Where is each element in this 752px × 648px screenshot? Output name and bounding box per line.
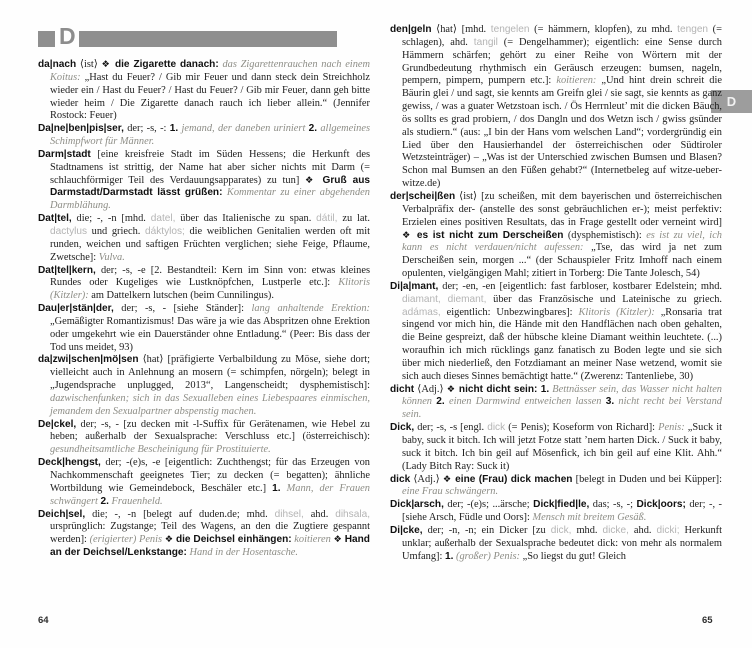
entry-segment-p: der; -(e)s; ...ärsche;	[443, 499, 534, 511]
entry-segment-b: Hand an der Deichsel/Lenkstange:	[50, 534, 370, 559]
entry-segment-p: der; -n, -n; ein Dicker [zu	[422, 524, 551, 536]
entry-segment-g: tengelen	[490, 24, 530, 35]
entry-segment-p: (= hämmern, klopfen), zu mhd.	[529, 24, 678, 35]
entry-segment-p: „Hast du Feuer? / Gib mir Feuer und dann steck dein Streichholz wieder ein / Hast du Feuer? / Hast du Feuer? / Gib mir Feuer, dann geh bitte wieder heim / Die Zigarette danach rauch ich lieber allein.“ (Jennifer Rostock: Feuer)	[50, 71, 370, 122]
entry-segment-h: Deck|hengst,	[38, 457, 101, 469]
entry-segment-i: Frauenheld.	[108, 495, 163, 507]
entry-segment-h: Dat|tel|kern,	[38, 264, 96, 276]
entry-segment-i: gesundheitsamtliche Bescheinigung für Prostituierte.	[50, 444, 271, 456]
entry-segment-p: der; -s, -:	[123, 123, 170, 135]
entry-segment-i: jemand, der daneben uriniert	[178, 123, 309, 135]
entry-segment-g: tengen	[677, 24, 709, 35]
dictionary-entry	[390, 281, 722, 384]
entry-segment-p: ⟨ist⟩ [zu scheißen, mit dem bayerischen und österreichischen Verbalpräfix der- (anstelle des sonst gebräuchlichen er-); meist perfektiv: Erzielen eines positiven Resultats, das in Frage gestellt oder verneint wird]	[402, 190, 722, 228]
section-header-bar	[79, 31, 337, 47]
entry-segment-i: einen Darmwind entweichen lassen	[444, 396, 606, 408]
page-number-left: 64	[38, 615, 49, 626]
entry-segment-p: (dysphemistisch):	[563, 229, 647, 241]
entry-segment-p: „Suck it baby, suck it bitch. Ich will jetzt Fotze statt ’nem harten Dick. / Suck it baby, suck it bitch. Ich bin geil auf Mösenfick, ich bin geil auf eine Klit. Ahh.“ (Lady Bitch Ray: Suck it)	[402, 422, 722, 472]
entry-segment-p: der; -(e)s, -e [eigentlich: Zuchthengst; für das Erzeugen von Nachkommenschaft geeignetes Tier; zu decken (= begatten); ähnliche Wortbildung wie Gemeindebock, Beschäler etc.]	[50, 457, 370, 494]
entry-segment-p: (= Penis); Koseform von Richard]:	[505, 422, 659, 434]
entry-segment-g: diamant, diemant,	[402, 293, 487, 305]
entry-segment-i: nicht recht bei Verstand sein.	[402, 396, 722, 421]
entry-segment-i: dazwischenfunken; sich in das Sexualleben eines Liebespaares einmischen, jemandem den Sexualpartner abspenstig machen.	[50, 392, 370, 417]
entry-segment-i: (großer) Penis:	[453, 550, 520, 562]
entry-segment-i: (erigierter) Penis	[89, 534, 163, 546]
dictionary-entry	[38, 419, 370, 458]
dictionary-entry	[390, 191, 722, 281]
entry-segment-b: 2.	[308, 123, 318, 135]
entry-segment-g: dick,	[550, 524, 572, 536]
dictionary-entry	[38, 59, 370, 123]
entry-segment-i: Kommentar zu einer abgehenden Darmblähung.	[50, 187, 370, 212]
entry-segment-h: Di|cke,	[390, 524, 423, 536]
entry-segment-i: koitieren	[291, 534, 331, 546]
entry-segment-b: nicht dicht sein: 1.	[455, 383, 550, 395]
entry-segment-i: Mann, der Frauen schwängert	[50, 482, 370, 507]
entry-segment-i: Penis:	[658, 422, 685, 434]
entry-segment-g: dick	[487, 422, 506, 434]
entry-segment-b: 1.	[272, 482, 281, 494]
entry-segment-y: ❖	[446, 383, 456, 395]
entry-segment-g: dihsel,	[274, 508, 304, 520]
entry-segment-y: ❖	[333, 534, 342, 546]
entry-segment-g: tangil	[473, 36, 498, 48]
entry-segment-h: da|zwi|schen|mö|sen	[38, 354, 139, 366]
entry-segment-i: koitieren:	[556, 75, 597, 87]
entry-segment-p: ahd.	[303, 508, 336, 520]
entry-segment-p: (= schlagen), ahd.	[402, 24, 723, 48]
entry-segment-i: eine Frau schwängern.	[402, 486, 499, 498]
entry-segment-h: Dick,	[390, 422, 415, 434]
entry-segment-p: der; -s, - [zu decken mit -l-Suffix für Gerätenamen, wie Hebel zu heben; außerhalb der Sexualsprache: Verschluss etc.] (österreichisch):	[50, 418, 370, 443]
section-header-square	[38, 31, 55, 47]
entry-segment-i: Vulva.	[98, 251, 125, 263]
dictionary-entry	[390, 525, 722, 564]
entry-segment-y: ❖	[442, 473, 452, 485]
entry-segment-h: Dat|tel,	[38, 213, 72, 225]
entry-segment-p: ⟨hat⟩ [mhd.	[431, 24, 491, 35]
entry-segment-p: die; -, -n [belegt auf duden.de; mhd.	[85, 508, 275, 520]
dictionary-entry	[390, 384, 722, 423]
entry-segment-i: das Zigarettenrauchen nach einem Koitus:	[50, 59, 371, 83]
entry-segment-h: Darm|stadt	[38, 148, 91, 160]
entry-segment-i: Bettnässer sein, das Wasser nicht halten können	[402, 383, 722, 408]
dictionary-entry	[390, 474, 722, 500]
dictionary-entry	[38, 354, 370, 418]
entry-segment-p: „Tse, das wird ja net zum Derscheißen sein, morgen ...“ (der Schauspieler Fritz Imhoff nach einem opulenten, vielgängigen Mahl; zitiert in Torberg: Die Tante Jolesch, 54)	[402, 242, 722, 280]
entry-segment-h: Deich|sel,	[38, 508, 86, 520]
entry-segment-h: dick	[390, 473, 411, 485]
entry-segment-p: der; -s, -e [2. Bestandteil: Kern im Sinn von: etwas kleines Rundes oder Kugeliges wie Lustknöpfchen, Lustperle etc.]:	[50, 264, 370, 289]
entry-segment-p: Herkunft unklar; außerhalb der Sexualsprache bedeutet dick: von mehr als normalem Umfang]:	[402, 524, 722, 562]
entry-segment-i: Klitoris (Kitzler):	[50, 277, 370, 302]
dictionary-entry	[38, 213, 370, 264]
entry-segment-y: ❖	[164, 534, 174, 546]
entry-segment-i: Klitoris (Kitzler):	[578, 306, 655, 318]
entry-segment-p: und griech.	[87, 225, 145, 237]
entry-segment-p: der; -en, -en [eigentlich: fast farbloser, kostbarer Edelstein; mhd.	[438, 280, 722, 292]
entry-segment-y: ❖	[305, 174, 317, 186]
entry-segment-h: Di|a|mant,	[390, 280, 439, 292]
entry-segment-p: zu lat.	[337, 213, 370, 225]
entry-segment-p: „Ronsaria trat singend vor mich hin, die Hände mit den Handflächen nach oben gehalten, die Beine gespreizt, daß der hübsche kleine Diamant weithin leuchtete. (...) woraufhin ich mich rücklings ganz fanatisch zu Boden legte und sie sich über mich niederließ, den Fotzdiamant an meiner Nase wetzend, womit sie sich auch dieses Sinnes bemächtigt hatte.“ (Zwerenz: Tantenliebe, 30)	[402, 306, 722, 382]
entry-segment-h: der|schei|ßen	[390, 190, 456, 202]
page-left-column	[38, 59, 370, 560]
entry-segment-g: datel,	[150, 213, 176, 225]
entry-segment-g: dicki;	[656, 524, 680, 536]
dictionary-entry	[38, 123, 370, 149]
entry-segment-p: über das Französische und Lateinische zu griech.	[486, 293, 723, 305]
entry-segment-p: die weiblichen Genitalien werden oft mit runden, weichen und saftigen Früchten verglichen; siehe Feige, Pflaume, Zwetsche]:	[50, 225, 370, 263]
entry-segment-p: ⟨ist⟩	[76, 59, 102, 70]
thumb-tab-letter: D	[726, 94, 737, 109]
entry-segment-h: Dick|fied|le,	[533, 499, 590, 511]
entry-segment-b: Gruß aus Darmstadt/Darmstadt lässt grüßen:	[50, 174, 370, 199]
dictionary-entry	[390, 422, 722, 473]
entry-segment-h: Dick|arsch,	[390, 499, 444, 511]
entry-segment-p: das; -s, -;	[589, 499, 637, 511]
section-header-letter: D	[59, 23, 76, 49]
entry-segment-p: „So liegst du gut! Gleich	[519, 550, 626, 562]
entry-segment-p: „Gemäßigter Romantizismus! Das wäre ja wie das Abspritzen ohne Erektion oder umgekehrt wie ein Dauerständer ohne Entladung.“ (Peer: Bis dass der Tod uns meidet, 93)	[50, 315, 370, 353]
entry-segment-p: am Dattelkern lutschen (beim Cunnilingus).	[88, 290, 274, 302]
entry-segment-b: die Zigarette danach:	[111, 59, 219, 70]
entry-segment-p: [eine kreisfreie Stadt im Süden Hessens; die Herkunft des Stadtnamens ist strittig, der Name hat aber sicher nichts mit Darm (= schlauchförmiger Teil des Verdauungsapparates) zu tun]	[50, 148, 370, 186]
entry-segment-g: dactylus	[50, 225, 88, 237]
entry-segment-g: dihsala,	[335, 508, 370, 520]
entry-segment-b: 2.	[436, 396, 445, 408]
entry-segment-p: ahd.	[628, 524, 657, 536]
dictionary-entry	[390, 499, 722, 525]
entry-segment-p: [belegt in Duden und bei Küpper]:	[572, 473, 722, 485]
entry-segment-i: allgemeines Schimpfwort für Männer.	[50, 123, 370, 148]
entry-segment-h: Dick|oors;	[636, 499, 686, 511]
entry-segment-i: es ist zu viel, ich kann es nicht verdauen/nicht aufessen:	[402, 229, 722, 254]
entry-segment-g: adámas,	[402, 306, 441, 318]
entry-segment-p: ursprünglich: Zugstange; Teil des Wagens, an den die Zugtiere gespannt werden]:	[50, 521, 370, 546]
entry-segment-b: es ist nicht zum Derscheißen	[412, 229, 564, 241]
entry-segment-p: der; -s, - [siehe Ständer]:	[113, 303, 252, 315]
entry-segment-g: dáktylos;	[145, 225, 185, 237]
entry-segment-b: 2.	[100, 495, 109, 507]
entry-segment-g: dátil,	[316, 213, 338, 225]
entry-segment-h: Dau|er|stän|der,	[38, 303, 114, 315]
entry-segment-p: der; -, - [siehe Arsch, Füdle und Oors]:	[402, 499, 723, 524]
entry-segment-y: ❖	[402, 229, 413, 241]
entry-segment-p: der; -s, -s [engl.	[414, 422, 488, 434]
entry-segment-p: ⟨Adj.⟩	[414, 383, 447, 395]
dictionary-entry	[38, 265, 370, 304]
entry-segment-h: dicht	[390, 383, 415, 395]
entry-segment-h: da|nach	[38, 59, 77, 70]
entry-segment-p: die; -, -n [mhd.	[71, 213, 151, 225]
entry-segment-i: lang anhaltende Erektion:	[251, 303, 370, 315]
entry-segment-b: eine (Frau) dick machen	[451, 473, 573, 485]
entry-segment-p: (= Dengelhammer); eigentlich: eine Sense durch Hämmern schärfen; gehört zu einer Reihe von Wörtern mit der Grundbedeutung rhythmisch ein Geräusch erzeugen: bumsen, nageln, pempern, pimpern, pumpern etc.]:	[402, 36, 722, 87]
page-number-right: 65	[702, 615, 713, 626]
entry-segment-y: ❖	[101, 59, 112, 70]
entry-segment-b: 3.	[605, 396, 615, 408]
entry-segment-b: 1.	[169, 123, 179, 135]
entry-segment-p: mhd.	[571, 524, 603, 536]
entry-segment-i: Hand in der Hosentasche.	[186, 547, 298, 559]
entry-segment-h: Da|ne|ben|pis|ser,	[38, 123, 124, 135]
entry-segment-p: eigentlich: Unbezwingbares]:	[440, 306, 579, 318]
dictionary-entry	[38, 149, 370, 213]
entry-segment-i: Mensch mit breitem Gesäß.	[532, 512, 647, 524]
dictionary-entry	[38, 303, 370, 354]
entry-segment-b: 1.	[445, 550, 454, 562]
entry-segment-p: ⟨hat⟩ [präfigierte Verbalbildung zu Möse, siehe dort; vielleicht auch in Anlehnung an mosern (= schimpfen, nörgeln); belegt in „Jugendsprache unplugged, 2013“, Langenscheidt; dysphemistisch]:	[50, 354, 370, 392]
dictionary-entry	[390, 24, 722, 191]
entry-segment-p: „Und hint drein schreit die Bäurin glei / und sagt, sie kennts am Greifn glei / sie sagt, sie kennts as ganz gewiss, / was a guater Wetzstoan isch. / Ös Herrnleut’ mit die dicken Bäuch, ös sollts es grad probiern, / dos Dangln und dos Wetzn isch / gwiss gsünder als studiern.“ (aus: „I bin der Hans vom welschen Land“; vordergründig ein Lied über den Hausierhandel der österreichischen oder Südtiroler Wetzsteinträger) – „Was ist der Unterschied zwischen Bumsen und Blasen? Schon mal Bumsen an den Füßen gehabt?“ (Internetbeleg auf witze-ueber-witze.de)	[402, 75, 722, 190]
page-right-column	[390, 24, 722, 563]
entry-segment-g: dicke,	[602, 524, 629, 536]
entry-segment-p: über das Italienische zu span.	[175, 213, 317, 225]
entry-segment-b: die Deichsel einhängen:	[173, 534, 292, 546]
entry-segment-h: De|ckel,	[38, 418, 77, 430]
dictionary-entry	[38, 509, 370, 560]
entry-segment-p: ⟨Adj.⟩	[410, 473, 443, 485]
dictionary-entry	[38, 457, 370, 508]
entry-segment-h: den|geln	[390, 24, 432, 35]
